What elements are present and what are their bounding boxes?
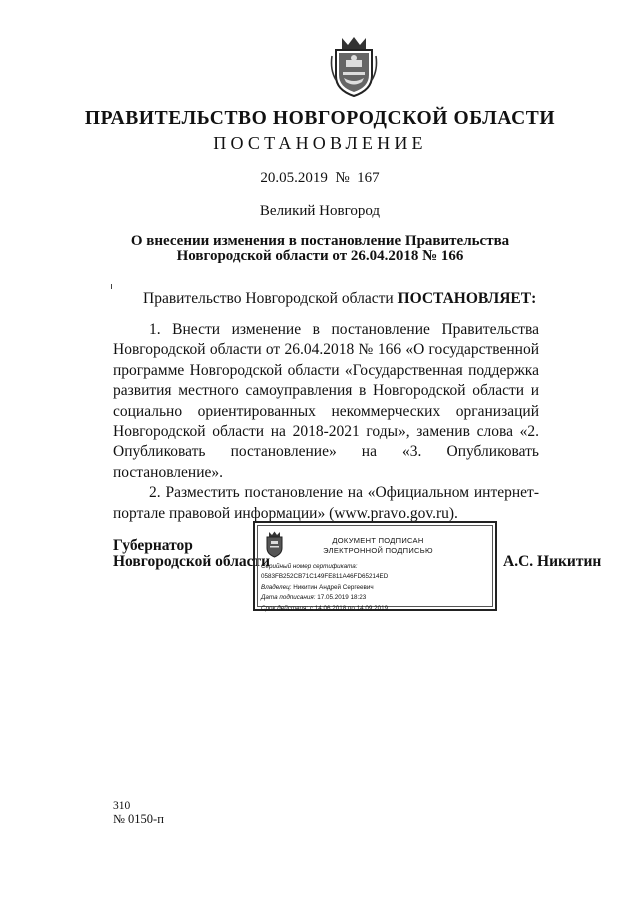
stamp-serial-label: Серийный номер сертификата: <box>261 563 358 570</box>
stamp-signed-label: Дата подписания: <box>261 594 316 602</box>
paragraph-2: 2. Разместить постановление на «Официальном интернет-портале правовой информации» (www.pravo.gov.ru). <box>113 484 539 522</box>
stamp-title <box>306 536 450 556</box>
electronic-signature-stamp <box>253 521 497 611</box>
stamp-title-line-1: ДОКУМЕНТ ПОДПИСАН <box>332 536 424 545</box>
document-type: ПОСТАНОВЛЕНИЕ <box>213 133 427 153</box>
paragraph-1: 1. Внести изменение в постановление Правительства Новгородской области от 26.04.2018 № 166 «О государственной программе Новгородской области «Государственная поддержка развития местного самоуправления в Новгородской области и социально ориентированных некоммерческих организаций Новгородской области на 2018-2021 годы», заменив слова «2. Опубликовать постановление» на «3. Опубликовать постановление». <box>113 321 539 481</box>
signer-position <box>113 538 270 570</box>
stamp-signed-row <box>261 593 388 603</box>
margin-tick <box>111 284 112 289</box>
stamp-serial-value: 0583FB252CB71C149FE811A46FD65214ED <box>261 573 389 581</box>
position-line-2: Новгородской области <box>113 553 271 570</box>
government-title: ПРАВИТЕЛЬСТВО НОВГОРОДСКОЙ ОБЛАСТИ <box>84 108 556 129</box>
stamp-owner-label: Владелец: <box>261 583 292 591</box>
footer-code: 310 <box>113 800 131 812</box>
stamp-signed-value: 17.05.2019 18:23 <box>317 594 367 602</box>
resolution-body <box>113 320 539 524</box>
subject-heading <box>0 234 640 264</box>
stamp-coat-of-arms-icon <box>264 531 285 558</box>
signer-name: А.С. Никитин <box>503 553 602 570</box>
position-line-1: Губернатор <box>113 537 193 554</box>
lead-text: Правительство Новгородской области <box>143 290 398 307</box>
stamp-inner-border <box>257 525 493 612</box>
city: Великий Новгород <box>259 203 381 219</box>
stamp-validity-row <box>261 604 388 614</box>
stamp-title-line-2: ЭЛЕКТРОННОЙ ПОДПИСЬЮ <box>323 546 433 555</box>
document-footer <box>113 800 164 826</box>
form-number: № 0150-п <box>113 812 164 826</box>
stamp-owner-row <box>261 583 388 593</box>
stamp-validity-label: Срок действия: <box>261 604 309 612</box>
stamp-details <box>261 562 388 614</box>
subject-line-1: О внесении изменения в постановление Правительства <box>130 233 510 249</box>
date-and-number: 20.05.2019 № 167 <box>260 170 380 186</box>
resolution-lead <box>143 290 536 308</box>
coat-of-arms-icon <box>328 36 380 98</box>
stamp-validity-value: с 14.06.2018 по 14.09.2019 <box>309 604 389 612</box>
lead-bold: ПОСТАНОВЛЯЕТ: <box>397 290 537 307</box>
stamp-owner-value: Никитин Андрей Сергеевич <box>293 583 374 591</box>
subject-line-2: Новгородской области от 26.04.2018 № 166 <box>176 248 464 264</box>
